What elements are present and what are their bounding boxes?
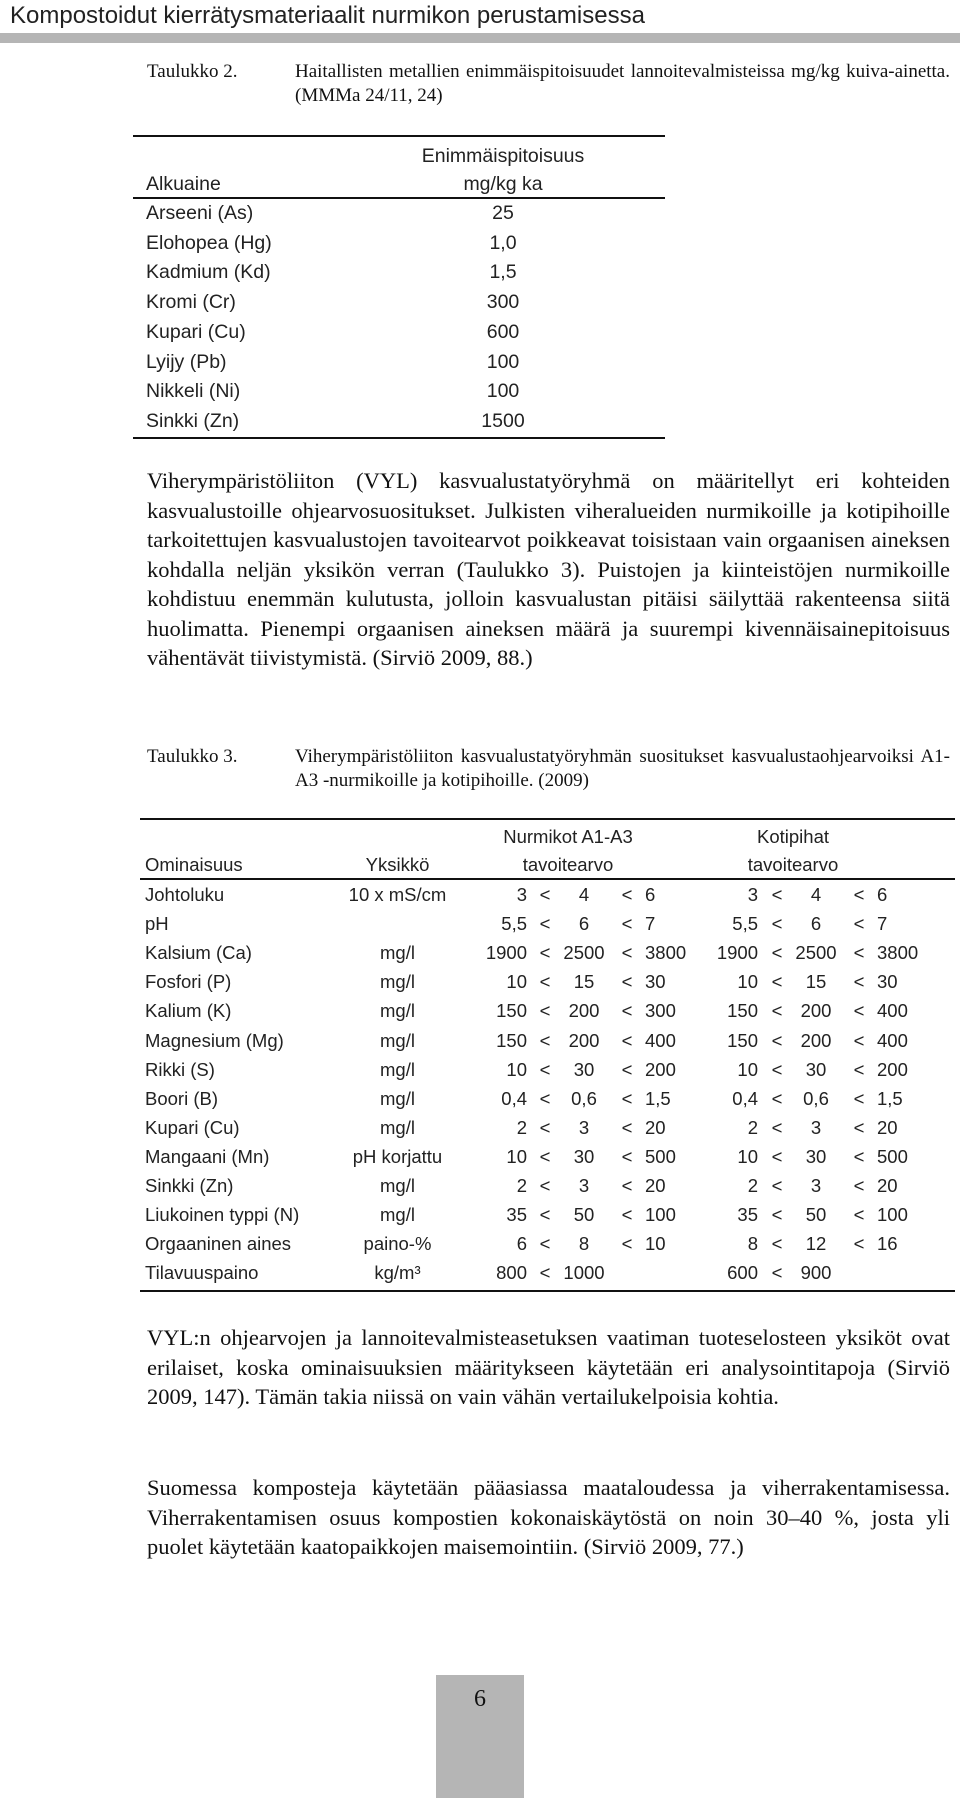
table3-cell-b-lo: 10 (737, 971, 758, 993)
table3-cell-prop: Sinkki (Zn) (145, 1175, 234, 1196)
table3-cell-b-lt1: < (771, 1116, 783, 1138)
table3-cell-b-lo: 600 (727, 1262, 758, 1284)
table3-cell-a-lt1: < (539, 1058, 551, 1080)
table3-cell-unit: pH korjattu (352, 1145, 443, 1167)
table3-cell-a-hi: 100 (645, 1204, 676, 1226)
table3-cell-prop: Fosfori (P) (145, 971, 232, 993)
table3-cell-b-lt1: < (771, 971, 783, 993)
table3-cell-b-t: 900 (800, 1262, 832, 1284)
table3-cell-a-lt1: < (539, 884, 551, 905)
table3-cell-a-hi: 3800 (645, 942, 687, 964)
table3-cell-b-hi: 400 (877, 1000, 908, 1022)
table3-cell-b-hi: 3800 (877, 942, 919, 964)
table3-cell-b-lt1: < (771, 1087, 783, 1109)
table3-cell-a-lt2: < (621, 1145, 633, 1167)
table3-cell-a-lt1: < (539, 1233, 551, 1255)
table3-cell-a-lt1: < (539, 1262, 551, 1284)
table2-caption-label: Taulukko 2. (147, 61, 238, 82)
table3-cell-a-lo: 35 (506, 1204, 527, 1226)
table3-cell-a-lo: 5,5 (501, 913, 527, 935)
table3-cell-a-lt1: < (539, 1145, 551, 1167)
table3-cell-a-t: 50 (573, 1204, 595, 1226)
table3-cell-a-lt2: < (621, 1087, 633, 1109)
table3-cell-b-lt1: < (771, 1262, 783, 1284)
table3-cell-a-lt2: < (621, 884, 633, 905)
table3-cell-b-lo: 5,5 (732, 913, 758, 935)
table3-cell-a-t: 3 (578, 1116, 590, 1138)
table3-cell-a-lt2: < (621, 1116, 633, 1138)
table3-cell-b-lt1: < (771, 1029, 783, 1051)
table3-cell-b-hi: 1,5 (877, 1087, 903, 1109)
table3-cell-b-lo: 150 (727, 1029, 758, 1051)
table3-cell-a-t: 8 (578, 1233, 590, 1255)
table3-cell-b-t: 3 (810, 1116, 822, 1138)
table3-cell-prop: Magnesium (Mg) (145, 1029, 284, 1051)
table3-group-lawns-title: Nurmikot A1-A3 (503, 826, 633, 847)
table3-cell-unit: mg/l (380, 1000, 415, 1022)
table2-row-element: Arseeni (As) (146, 202, 254, 224)
table3-cell-unit: mg/l (380, 942, 415, 964)
table3-cell-a-lt2: < (621, 1233, 633, 1255)
table3-cell-b-t: 30 (805, 1145, 827, 1167)
table3-cell-a-lo: 10 (506, 1145, 527, 1167)
body-paragraph-units: VYL:n ohjearvojen ja lannoitevalmisteasetuksen vaatiman tuoteselosteen yksiköt ovat erilaiset, koska ominaisuuksien määritykseen käytetään eri analysointitapoja (Sirviö 2009, 147). Tämän takia niissä on vain vähän vertailukelpoisia kohtia. (147, 1325, 950, 1409)
table3-cell-a-lt2: < (621, 942, 633, 964)
table3-cell-a-lo: 1900 (485, 942, 527, 964)
table3-cell-a-hi: 30 (645, 971, 666, 993)
table3-cell-a-lo: 2 (516, 1116, 527, 1138)
running-header-title: Kompostoidut kierrätysmateriaalit nurmikon perustamisessa (10, 2, 645, 29)
table2-row-element: Kromi (Cr) (146, 291, 236, 314)
table3-cell-prop: Johtoluku (145, 884, 225, 905)
table3-cell-b-lt1: < (771, 1145, 783, 1167)
table2-row-value: 100 (486, 350, 520, 373)
table3-cell-unit: mg/l (380, 1175, 415, 1196)
body-paragraph-vyl: Viherympäristöliiton (VYL) kasvualustatyöryhmä on määritellyt eri kohteiden kasvualustoille ohjearvosuositukset. Julkisten viheralueiden nurmikoille ja kotipihoille tarkoitettujen kasvualustojen tavoitearvot poikkeavat toisistaan vain orgaanisen aineksen kohdalla neljän yksikön verran (Taulukko 3). Puistojen ja kiinteistöjen nurmikoille kohdistuu enemmän kulutusta, jolloin kasvualustan pitäisi säilyttää rakenteensa siitä huolimatta. Pienempi orgaanisen aineksen määrä ja suurempi kivennäisainepitoisuus vähentävät tiivistymistä. (Sirviö 2009, 88.) (147, 468, 950, 670)
table3-group-yards-title: Kotipihat (757, 826, 829, 847)
table3-cell-a-lt2: < (621, 1000, 633, 1022)
table3-caption-text: Viherympäristöliiton kasvualustatyöryhmän suositukset kasvualustaohjearvoiksi A1-A3 -nurmikoille ja kotipihoille. (2009) (295, 746, 950, 791)
table3-cell-a-lo: 10 (506, 1058, 527, 1080)
table3-cell-b-t: 30 (805, 1058, 827, 1080)
table3-cell-a-lo: 2 (516, 1175, 527, 1196)
table3-cell-b-lt1: < (771, 1058, 783, 1080)
table3-cell-a-lt1: < (539, 1116, 551, 1138)
table3-cell-b-t: 2500 (795, 942, 837, 964)
table3-cell-a-t: 1000 (563, 1262, 605, 1284)
table2-row-element: Sinkki (Zn) (146, 409, 240, 432)
table3-cell-a-hi: 400 (645, 1029, 676, 1051)
table3-cell-a-lt1: < (539, 1000, 551, 1022)
table3-cell-unit: mg/l (380, 1087, 415, 1109)
table3-cell-prop: Rikki (S) (145, 1058, 215, 1080)
table3-top-rule (140, 818, 955, 820)
table3-cell-b-lt2: < (853, 1204, 865, 1226)
table3-cell-prop: Orgaaninen aines (145, 1233, 292, 1255)
table3-cell-a-hi: 500 (645, 1145, 676, 1167)
table3-cell-a-lt1: < (539, 971, 551, 993)
table3-header-rule (140, 878, 955, 880)
table3-cell-unit: mg/l (380, 971, 415, 993)
table3-cell-b-lt2: < (853, 1116, 865, 1138)
table3-cell-unit: mg/l (380, 1029, 415, 1051)
table3-cell-a-hi: 200 (645, 1058, 676, 1080)
table3-cell-a-t: 2500 (563, 942, 605, 964)
table3-cell-b-t: 4 (810, 884, 822, 905)
table3-cell-a-hi: 300 (645, 1000, 676, 1022)
table3-cell-a-lt1: < (539, 1175, 551, 1196)
table3-cell-a-lt2: < (621, 913, 633, 935)
table3-cell-b-lo: 1900 (716, 942, 758, 964)
table3-cell-unit: mg/l (380, 1204, 415, 1226)
table3-cell-b-hi: 30 (877, 971, 898, 993)
table3-cell-b-lo: 2 (747, 1116, 758, 1138)
table3-group-lawns-subtitle: tavoitearvo (522, 854, 614, 875)
table3-cell-prop: pH (145, 913, 169, 935)
table3-cell-b-lo: 10 (737, 1145, 758, 1167)
table3-cell-unit: mg/l (380, 1116, 415, 1138)
table3-cell-a-lt2: < (621, 1204, 633, 1226)
table3-cell-b-t: 0,6 (803, 1087, 829, 1109)
table3-cell-b-lt1: < (771, 942, 783, 964)
header-divider (0, 33, 960, 43)
table3-cell-a-lo: 0,4 (501, 1087, 527, 1109)
table3-cell-b-hi: 200 (877, 1058, 908, 1080)
table3-cell-b-lt2: < (853, 1029, 865, 1051)
table2-row-value: 1500 (481, 409, 525, 432)
table3-cell-b-lt1: < (771, 1233, 783, 1255)
table2-caption-text: Haitallisten metallien enimmäispitoisuudet lannoitevalmisteissa mg/kg kuiva-ainetta. (MMMa 24/11, 24) (295, 61, 950, 106)
table3-cell-b-t: 6 (810, 913, 822, 935)
table2-row-element: Lyijy (Pb) (146, 350, 227, 373)
table3-cell-b-lt2: < (853, 884, 865, 905)
table3-cell-b-lo: 3 (747, 884, 758, 905)
table2-top-rule (133, 135, 665, 137)
table3-cell-a-lo: 3 (516, 884, 527, 905)
table2-bottom-rule (133, 437, 665, 439)
table3-cell-b-hi: 400 (877, 1029, 908, 1051)
table3-cell-b-hi: 100 (877, 1204, 908, 1226)
table3-cell-b-t: 200 (800, 1029, 832, 1051)
table3-cell-a-t: 0,6 (571, 1087, 597, 1109)
table2-row-value: 1,0 (489, 231, 517, 254)
table3-cell-b-hi: 16 (877, 1233, 898, 1255)
table3-cell-a-hi: 7 (645, 913, 656, 935)
table3-cell-a-hi: 20 (645, 1175, 666, 1196)
table3-cell-b-lt2: < (853, 1233, 865, 1255)
table3-cell-b-hi: 7 (877, 913, 888, 935)
table3-cell-b-lo: 10 (737, 1058, 758, 1080)
table3-cell-b-lt1: < (771, 1204, 783, 1226)
table3-cell-b-t: 3 (810, 1175, 822, 1196)
table3-cell-b-t: 200 (800, 1000, 832, 1022)
table3-cell-b-lo: 8 (747, 1233, 758, 1255)
table3-cell-b-lt1: < (771, 884, 783, 905)
table2-header-element: Alkuaine (146, 173, 221, 195)
table3-cell-b-lo: 0,4 (732, 1087, 758, 1109)
table3-cell-prop: Boori (B) (145, 1087, 218, 1109)
table2-row-value: 1,5 (489, 261, 517, 284)
table2-row-value: 100 (486, 380, 520, 403)
table3-cell-b-t: 15 (805, 971, 827, 993)
table3-bottom-rule (140, 1290, 955, 1292)
table2-header-rule (133, 197, 665, 199)
table3-cell-a-t: 4 (578, 884, 590, 905)
table2-row-element: Nikkeli (Ni) (146, 380, 241, 403)
table3-cell-a-hi: 20 (645, 1116, 666, 1138)
table3-cell-a-lo: 150 (496, 1029, 527, 1051)
table2-row-element: Kupari (Cu) (146, 320, 246, 343)
table3-cell-b-t: 12 (805, 1233, 827, 1255)
table3-cell-prop: Kupari (Cu) (145, 1116, 240, 1138)
table3-cell-b-lt2: < (853, 942, 865, 964)
table2-row-value: 25 (492, 202, 514, 224)
table3-cell-b-hi: 500 (877, 1145, 908, 1167)
table3-cell-b-lt1: < (771, 913, 783, 935)
table3-caption (147, 745, 950, 797)
running-header (0, 0, 960, 46)
table3-cell-prop: Mangaani (Mn) (145, 1145, 270, 1167)
table3-cell-b-lt2: < (853, 1145, 865, 1167)
table3-caption-label: Taulukko 3. (147, 746, 238, 767)
table3 (140, 818, 955, 1293)
table3-cell-a-lt1: < (539, 1204, 551, 1226)
table3-cell-unit: kg/m³ (374, 1262, 421, 1284)
table3-cell-b-lt1: < (771, 1175, 783, 1196)
table2-row-value: 300 (486, 291, 520, 314)
table3-cell-a-hi: 10 (645, 1233, 666, 1255)
table3-header-property: Ominaisuus (145, 854, 243, 875)
table3-cell-a-lt1: < (539, 942, 551, 964)
table3-cell-b-lo: 35 (737, 1204, 758, 1226)
table3-cell-b-hi: 20 (877, 1175, 898, 1196)
table2-row-element: Kadmium (Kd) (146, 261, 271, 284)
table3-header-unit: Yksikkö (365, 854, 430, 875)
table2-row-value: 600 (486, 320, 520, 343)
table3-cell-a-lt1: < (539, 1087, 551, 1109)
table3-cell-prop: Liukoinen typpi (N) (145, 1204, 300, 1226)
table3-cell-a-t: 6 (578, 913, 590, 935)
table3-cell-a-t: 15 (573, 971, 595, 993)
table2-row-element: Elohopea (Hg) (146, 231, 272, 254)
table3-cell-prop: Tilavuuspaino (145, 1262, 259, 1284)
table3-cell-b-lo: 150 (727, 1000, 758, 1022)
table3-cell-unit: mg/l (380, 1058, 415, 1080)
table3-cell-a-t: 200 (568, 1000, 600, 1022)
table2 (133, 135, 665, 440)
table3-cell-a-t: 3 (578, 1175, 590, 1196)
table3-cell-b-hi: 6 (877, 884, 888, 905)
table3-cell-a-lt2: < (621, 971, 633, 993)
table3-cell-b-lt2: < (853, 1000, 865, 1022)
table3-cell-a-lo: 150 (496, 1000, 527, 1022)
table2-caption (147, 60, 950, 112)
table3-cell-a-lt2: < (621, 1058, 633, 1080)
table3-cell-a-lt2: < (621, 1175, 633, 1196)
page-number: 6 (474, 1686, 486, 1712)
table3-cell-b-t: 50 (805, 1204, 827, 1226)
table3-cell-a-t: 30 (573, 1145, 595, 1167)
table3-cell-a-lo: 6 (516, 1233, 527, 1255)
table3-cell-a-lt1: < (539, 1029, 551, 1051)
table3-group-yards-subtitle: tavoitearvo (747, 854, 839, 875)
table3-cell-b-lt2: < (853, 971, 865, 993)
table3-cell-unit: paino-% (363, 1233, 432, 1255)
table3-cell-a-hi: 1,5 (645, 1087, 671, 1109)
table2-header-value-line2: mg/kg ka (463, 173, 543, 195)
table3-cell-a-lo: 800 (496, 1262, 527, 1284)
table2-header-value-line1: Enimmäispitoisuus (421, 145, 585, 167)
table3-cell-b-lt2: < (853, 913, 865, 935)
table3-cell-b-lt1: < (771, 1000, 783, 1022)
table3-cell-a-lo: 10 (506, 971, 527, 993)
table3-cell-b-lt2: < (853, 1058, 865, 1080)
body-paragraph-composts: Suomessa komposteja käytetään pääasiassa maataloudessa ja viherrakentamisessa. Viherrakentamisen osuus kompostien kokonaiskäytöstä on noin 30–40 %, josta yli puolet käytetään kaatopaikkojen maisemointiin. (Sirviö 2009, 77.) (147, 1475, 950, 1559)
page-number-box (436, 1675, 524, 1798)
table3-cell-b-lt2: < (853, 1087, 865, 1109)
table3-cell-a-hi: 6 (645, 884, 656, 905)
table3-cell-unit: 10 x mS/cm (348, 884, 447, 905)
table3-cell-a-t: 200 (568, 1029, 600, 1051)
table3-cell-prop: Kalsium (Ca) (145, 942, 252, 964)
table3-cell-a-t: 30 (573, 1058, 595, 1080)
table3-cell-b-hi: 20 (877, 1116, 898, 1138)
table3-cell-a-lt1: < (539, 913, 551, 935)
table3-cell-b-lo: 2 (747, 1175, 758, 1196)
table3-cell-prop: Kalium (K) (145, 1000, 232, 1022)
table3-cell-b-lt2: < (853, 1175, 865, 1196)
table3-cell-a-lt2: < (621, 1029, 633, 1051)
